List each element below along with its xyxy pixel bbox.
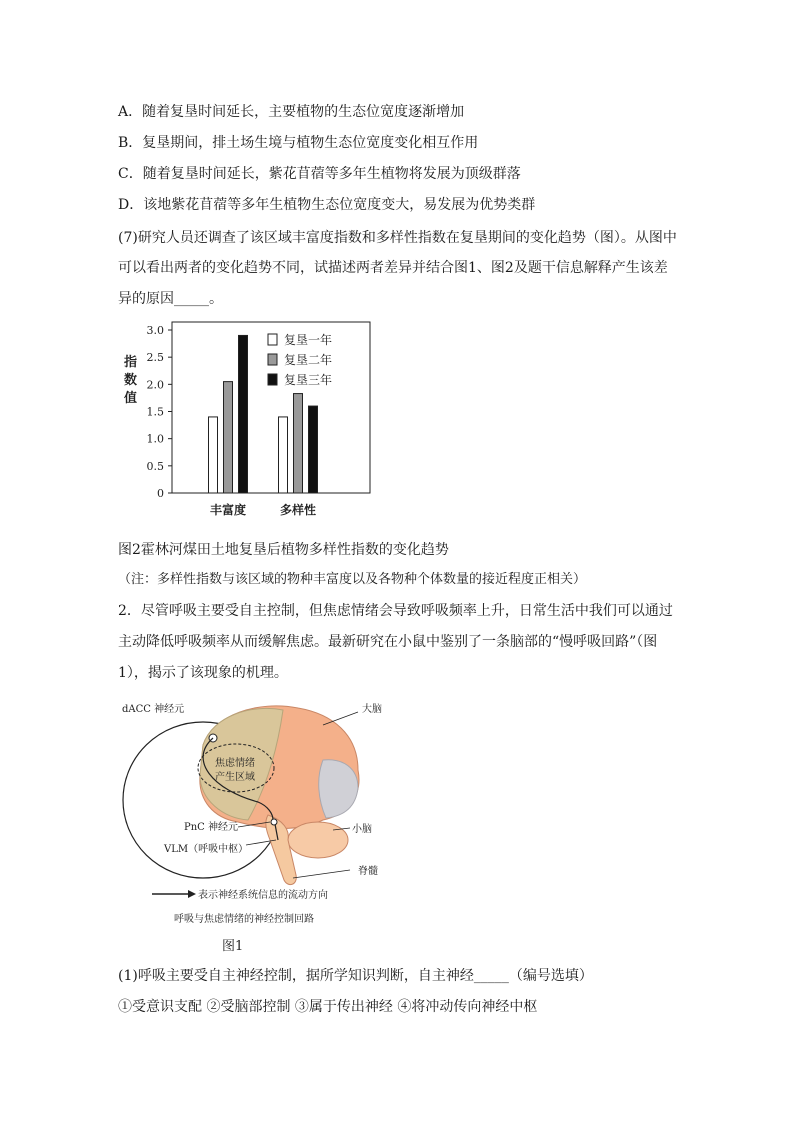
- diversity-bar-chart: [118, 320, 378, 525]
- y-axis-label-char: 指: [124, 355, 138, 370]
- y-tick-label: 2.5: [146, 351, 164, 365]
- bar: [294, 394, 303, 493]
- option-b: B．复垦期间，排土场生境与植物生态位宽度变化相互作用: [118, 135, 479, 151]
- question7-line3: 异的原因_____。: [118, 291, 223, 307]
- option-d: D．该地紫花苜蓿等多年生植物生态位宽度变大，易发展为优势类群: [118, 197, 536, 213]
- legend-arrow-label: 表示神经系统信息的流动方向: [198, 890, 328, 901]
- option-c: C．随着复垦时间延长，紫花苜蓿等多年生植物将发展为顶级群落: [118, 166, 521, 182]
- bar: [279, 417, 288, 493]
- spinal-pointer: [293, 870, 350, 878]
- pnc-label: PnC 神经元: [184, 822, 238, 833]
- bar: [209, 417, 218, 493]
- legend-arrow-head: [188, 890, 196, 898]
- question2-line2: 主动降低呼吸频率从而缓解焦虑。最新研究在小鼠中鉴别了一条脑部的“慢呼吸回路”（图: [118, 634, 658, 650]
- x-tick-label: 多样性: [279, 503, 317, 517]
- legend-label: 复垦二年: [284, 353, 333, 367]
- bar: [309, 406, 318, 493]
- question7-line1: (7)研究人员还调查了该区域丰富度指数和多样性指数在复垦期间的变化趋势（图）。从图中: [118, 230, 677, 246]
- y-tick-label: 1.5: [146, 405, 164, 419]
- y-axis-label: [123, 354, 137, 406]
- cerebellum-label: 小脑: [352, 824, 372, 835]
- bar: [239, 335, 248, 493]
- y-tick-label: 3.0: [146, 324, 164, 337]
- question2-line1: 2．尽管呼吸主要受自主控制，但焦虑情绪会导致呼吸频率上升，日常生活中我们可以通过: [118, 603, 673, 619]
- anxiety-label-2: 产生区域: [215, 772, 255, 783]
- legend-swatch: [268, 334, 277, 345]
- question7-line2: 可以看出两者的变化趋势不同，试描述两者差异并结合图1、图2及题干信息解释产生该差: [118, 260, 668, 276]
- legend-swatch: [268, 374, 277, 385]
- y-tick-label: 0.5: [146, 459, 164, 473]
- legend-swatch: [268, 354, 277, 365]
- y-tick-label: 1.0: [146, 432, 164, 446]
- cerebrum-label: 大脑: [362, 704, 382, 715]
- y-axis-label-char: 数: [124, 373, 138, 388]
- figure1-caption: 图1: [222, 939, 244, 954]
- sub1-line2: ①受意识支配 ②受脑部控制 ③属于传出神经 ④将冲动传向神经中枢: [118, 999, 538, 1015]
- option-a: A．随着复垦时间延长，主要植物的生态位宽度逐渐增加: [118, 104, 465, 120]
- pnc-neuron: [271, 819, 277, 825]
- plot-frame: [172, 322, 370, 493]
- y-axis-label-char: 值: [124, 391, 138, 406]
- y-tick-label: 0: [157, 487, 164, 500]
- vlm-label: VLM（呼吸中枢）: [164, 844, 249, 855]
- legend-circuit-label: 呼吸与焦虑情绪的神经控制回路: [174, 914, 314, 925]
- figure2-caption: 图2霍林河煤田土地复垦后植物多样性指数的变化趋势: [118, 542, 449, 558]
- sub1-line1: (1)呼吸主要受自主神经控制，据所学知识判断，自主神经_____（编号选填）: [118, 968, 593, 984]
- legend-label: 复垦一年: [284, 333, 333, 347]
- anxiety-label-1: 焦虑情绪: [215, 758, 255, 769]
- bar: [224, 382, 233, 493]
- dacc-label: dACC 神经元: [122, 704, 185, 715]
- question2-line3: 1），揭示了该现象的机理。: [118, 665, 288, 681]
- figure2-note: （注：多样性指数与该区域的物种丰富度以及各物种个体数量的接近程度正相关）: [118, 572, 587, 587]
- y-tick-label: 2.0: [146, 378, 164, 392]
- legend-label: 复垦三年: [284, 373, 333, 387]
- brain-circuit-diagram: [118, 690, 408, 960]
- cerebellum-shape: [288, 822, 348, 858]
- spinal-label: 脊髓: [358, 866, 378, 877]
- x-tick-label: 丰富度: [209, 503, 247, 517]
